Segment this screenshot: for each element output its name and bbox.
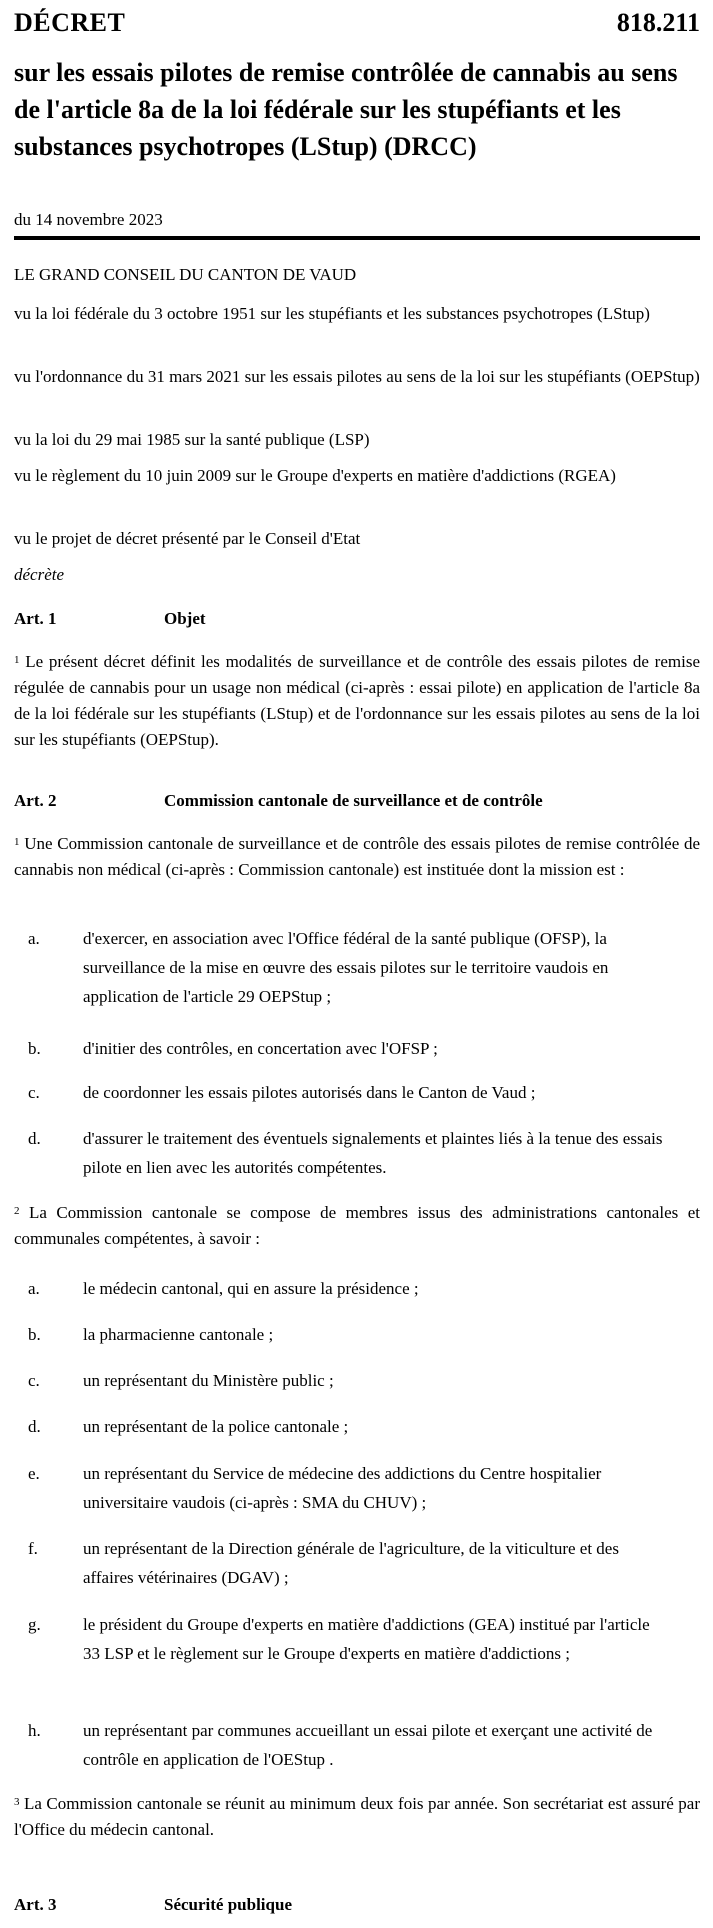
paragraph-text: Une Commission cantonale de surveillance et de contrôle des essais pilotes de remise contrôlée de cannabis non médical (ci-après : Commission cantonale) est instituée dont la mission est :: [14, 834, 701, 879]
decrete-word: décrète: [14, 565, 65, 584]
paragraph-text: La Commission cantonale se réunit au minimum deux fois par année. Son secrétariat est assuré par l'Office du médecin cantonal.: [14, 1794, 700, 1839]
list-letter: h.: [28, 1721, 41, 1740]
preamble-item: vu la loi fédérale du 3 octobre 1951 sur les stupéfiants et les substances psychotropes (LStup): [14, 304, 650, 323]
authority: LE GRAND CONSEIL DU CANTON DE VAUD: [14, 265, 357, 284]
list-text: un représentant du Ministère public ;: [83, 1371, 334, 1390]
decree-date: du 14 novembre 2023: [14, 210, 163, 229]
list-text: d'assurer le traitement des éventuels signalements et plaintes liés à la tenue des essais pilote en lien avec les autorités compétentes.: [83, 1129, 663, 1177]
paragraph-number: 3: [14, 1796, 20, 1808]
list-text: d'exercer, en association avec l'Office fédéral de la santé publique (OFSP), la surveillance de la mise en œuvre des essais pilotes sur le territoire vaudois en application de l'article 29 OEPStup ;: [83, 929, 609, 1006]
article-number: Art. 1: [14, 609, 57, 628]
list-letter: g.: [28, 1615, 41, 1634]
document-number: 818.211: [616, 8, 700, 37]
list-letter: d.: [28, 1129, 41, 1148]
paragraph-text: La Commission cantonale se compose de membres issus des administrations cantonales et communales compétentes, à savoir :: [14, 1203, 700, 1248]
list-text: le médecin cantonal, qui en assure la présidence ;: [83, 1279, 419, 1298]
document-header: [14, 8, 700, 42]
decree-title: sur les essais pilotes de remise contrôlée de cannabis au sens de l'article 8a de la loi fédérale sur les stupéfiants et les substances psychotropes (LStup) (DRCC): [14, 58, 678, 161]
article-2-paragraph-3: [14, 1791, 700, 1843]
list-letter: e.: [28, 1464, 40, 1483]
article-title: Objet: [164, 609, 206, 628]
article-3-heading: [14, 1892, 700, 1918]
article-2-paragraph-1: [14, 831, 700, 883]
list-text: un représentant du Service de médecine des addictions du Centre hospitalier universitaire vaudois (ci-après : SMA du CHUV) ;: [83, 1464, 602, 1512]
paragraph-number: 1: [14, 654, 20, 666]
list-letter: c.: [28, 1083, 40, 1102]
article-1-heading: [14, 606, 700, 632]
paragraph-number: 1: [14, 836, 20, 848]
article-2-heading: [14, 788, 700, 814]
preamble-item: vu la loi du 29 mai 1985 sur la santé publique (LSP): [14, 430, 370, 449]
document-type: DÉCRET: [14, 8, 126, 37]
list-text: la pharmacienne cantonale ;: [83, 1325, 274, 1344]
preamble-item: vu le règlement du 10 juin 2009 sur le Groupe d'experts en matière d'addictions (RGEA): [14, 466, 616, 485]
list-text: d'initier des contrôles, en concertation avec l'OFSP ;: [83, 1039, 438, 1058]
list-text: de coordonner les essais pilotes autorisés dans le Canton de Vaud ;: [83, 1083, 536, 1102]
article-2-paragraph-2: [14, 1200, 700, 1252]
paragraph-number: 2: [14, 1205, 20, 1217]
article-1-paragraph-1: [14, 649, 700, 753]
list-letter: c.: [28, 1371, 40, 1390]
list-letter: b.: [28, 1325, 41, 1344]
preamble-item: vu l'ordonnance du 31 mars 2021 sur les essais pilotes au sens de la loi sur les stupéfiants (OEPStup): [14, 367, 700, 386]
list-letter: a.: [28, 929, 40, 948]
list-text: un représentant de la Direction générale de l'agriculture, de la viticulture et des affaires vétérinaires (DGAV) ;: [83, 1539, 619, 1587]
header-rule: [14, 236, 700, 240]
list-letter: b.: [28, 1039, 41, 1058]
list-text: un représentant de la police cantonale ;: [83, 1417, 349, 1436]
list-text: le président du Groupe d'experts en matière d'addictions (GEA) institué par l'article 33 LSP et le règlement sur le Groupe d'experts en matière d'addictions ;: [83, 1615, 650, 1663]
paragraph-text: Le présent décret définit les modalités de surveillance et de contrôle des essais pilotes de remise régulée de cannabis pour un usage non médical (ci-après : essai pilote) en application de l'article 8a de la loi fédérale sur les stupéfiants (LStup) et de l'ordonnance sur les essais pilotes au sens de la loi sur les stupéfiants (OEPStup).: [14, 652, 700, 749]
list-text: un représentant par communes accueillant un essai pilote et exerçant une activité de contrôle en application de l'OEStup .: [83, 1721, 653, 1769]
article-number: Art. 3: [14, 1895, 57, 1914]
article-title: Commission cantonale de surveillance et de contrôle: [164, 791, 543, 810]
article-number: Art. 2: [14, 791, 57, 810]
preamble-item: vu le projet de décret présenté par le Conseil d'Etat: [14, 529, 361, 548]
article-title: Sécurité publique: [164, 1895, 292, 1914]
list-letter: d.: [28, 1417, 41, 1436]
list-letter: f.: [28, 1539, 38, 1558]
list-letter: a.: [28, 1279, 40, 1298]
